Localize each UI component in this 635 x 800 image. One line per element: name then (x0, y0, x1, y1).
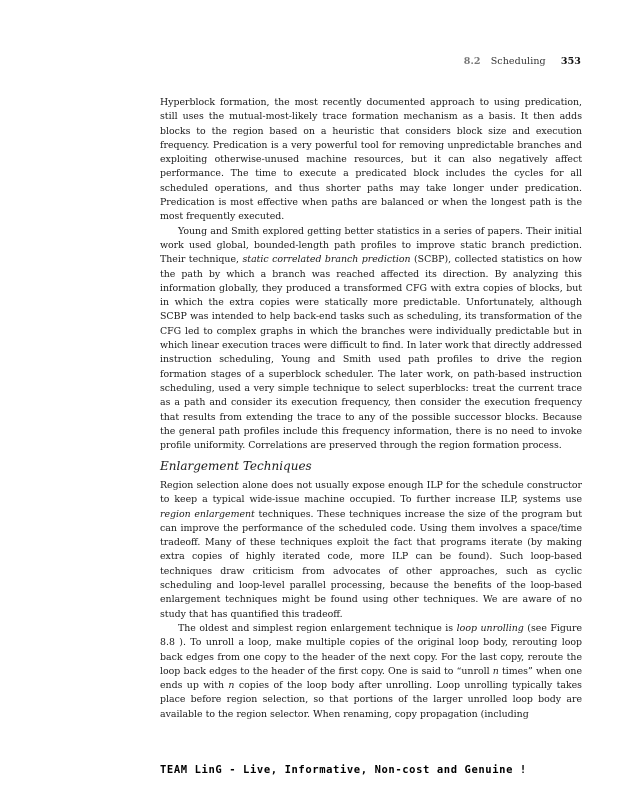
text-run: copies of the loop body after unrolling. Loop unrolling typically takes place before region selection, so that portions of the larger unrolled loop body are available to the region selector. When renaming, copy propagation (including (160, 680, 582, 720)
emphasis-n: n (228, 680, 235, 692)
emphasis-scbp: static correlated branch prediction (242, 254, 411, 266)
body-text-block-b (160, 479, 582, 722)
text-run: The oldest and simplest region enlargement technique is (178, 622, 457, 634)
footer-banner: TEAM LinG - Live, Informative, Non-cost and Genuine ! (160, 764, 527, 776)
paragraph-hyperblock: Hyperblock formation, the most recently documented approach to using predication, still uses the mutual-most-likely trace formation mechanism as a basis. It then adds blocks to the region based on a heuristic that considers block size and execution frequency. Predication is a very powerful tool for removing unpredictable branches and exploiting otherwise-unused machine resources, but it can also negatively affect performance. The time to execute a predicated block includes the cycles for all scheduled operations, and thus shorter paths may take longer under predication. Predication is most effective when paths are balanced or when the longest path is the most frequently executed. (160, 97, 582, 223)
page-number: 353 (560, 56, 581, 67)
text-run: Young and Smith explored getting better statistics in a series of papers. Their initial work used global, bounded-length path profiles to improve static branch prediction. Their technique, (160, 225, 582, 266)
text-run: times” when one ends up with (160, 665, 582, 692)
section-heading: Enlargement Techniques (160, 459, 312, 473)
emphasis-region-enlargement: region enlargement (160, 508, 255, 520)
paragraph-region-selection (160, 479, 582, 622)
text-run: (SCBP), collected statistics on how the path by which a branch was reached affected its direction. By analyzing this information globally, they produced a transformed CFG with extra copies of blocks, but in which the extra copies were statically more predictable. Unfortunately, although SCBP was intended to help back-end tasks such as scheduling, its transformation of the CFG led to complex graphs in which the branches were individually predictable but in which linear execution traces were difficult to find. In later work that directly addressed instruction scheduling, Young and Smith used path profiles to drive the region formation stages of a superblock scheduler. The later work, on path-based instruction scheduling, used a very simple technique to select superblocks: treat the current trace as a path and consider its execution frequency, then consider the execution frequency that results from extending the trace to any of the possible successor blocks. Because the general path profiles include this frequency information, there is no need to invoke profile uniformity. Correlations are preserved through the region formation process. (160, 254, 582, 452)
text-run: (see Figure 8.8 ). To unroll a loop, make multiple copies of the original loop body, rerouting loop back edges from one copy to the header of the next copy. For the last copy, reroute the loop back edges to the header of the first copy. One is said to “unroll (160, 622, 582, 677)
paragraph-loop-unrolling (160, 622, 582, 722)
section-number: 8.2 (463, 56, 481, 67)
emphasis-n: n (492, 665, 499, 677)
emphasis-loop-unrolling: loop unrolling (456, 622, 524, 634)
section-title: Scheduling (490, 56, 546, 67)
body-text-block-a (160, 96, 582, 453)
text-run: Region selection alone does not usually expose enough ILP for the schedule constructor to keep a typical wide-issue machine occupied. To further increase ILP, systems use (160, 480, 582, 506)
running-head (464, 56, 581, 67)
paragraph-young-smith (160, 225, 582, 454)
text-run: techniques. These techniques increase the size of the program but can improve the performance of the scheduled code. Using them involves a space/time tradeoff. Many of these techniques exploit the fact that programs iterate (by making extra copies of highly iterated code, more ILP can be found). Such loop-based techniques draw criticism from advocates of other approaches, such as cyclic scheduling and loop-level parallel processing, because the benefits of the loop-based enlargement techniques might be found using other techniques. We are aware of no study that has quantified this tradeoff. (160, 508, 582, 620)
